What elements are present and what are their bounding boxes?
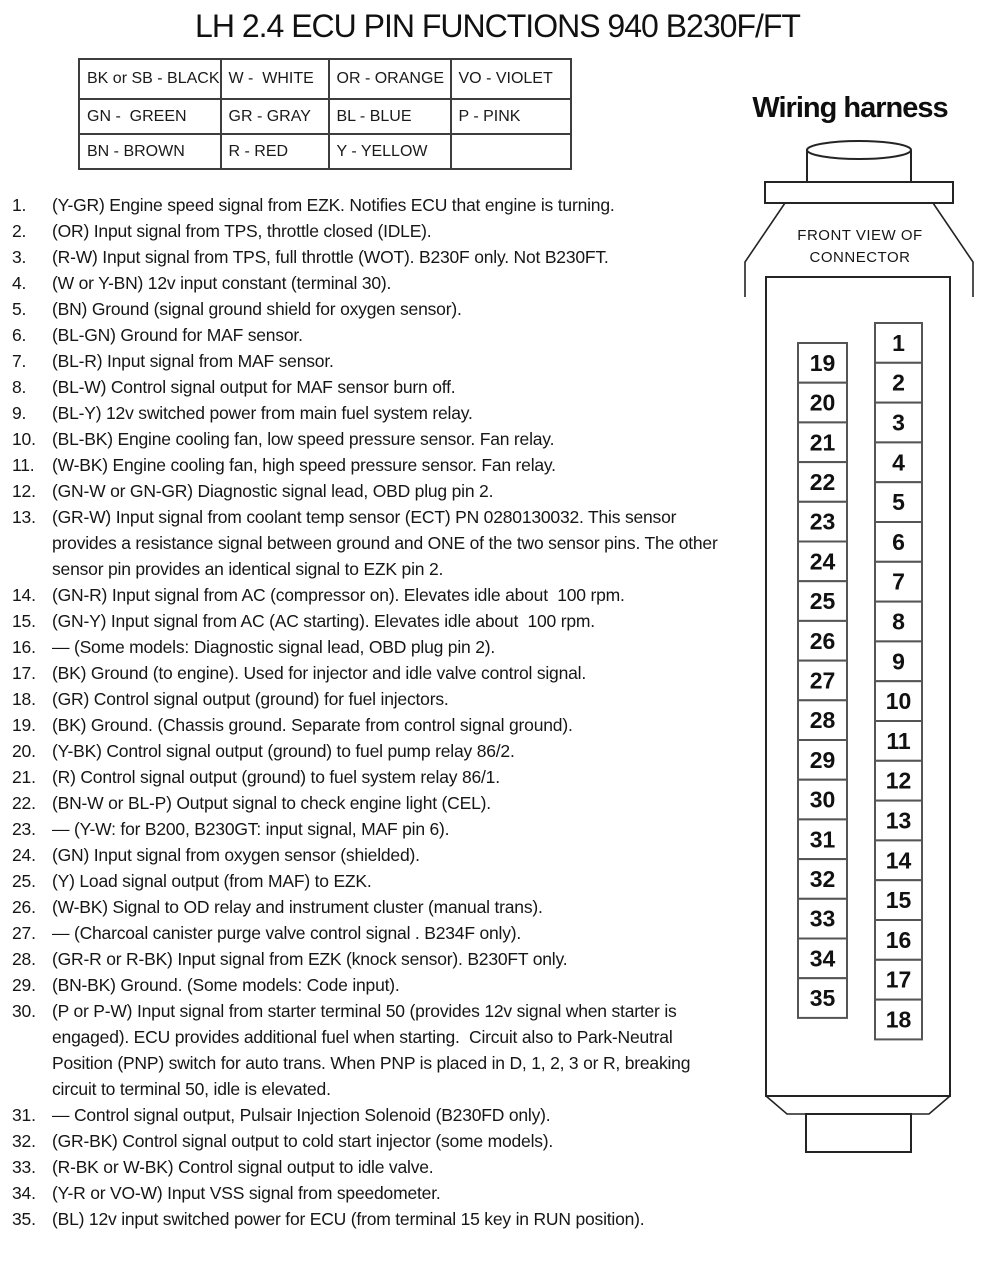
pin-number: 28.: [12, 949, 36, 969]
list-item: [12, 322, 720, 348]
connector-pin-label: 14: [885, 847, 912, 874]
color-code-cell: [451, 134, 571, 169]
list-item: [12, 712, 720, 738]
pin-number: 21.: [12, 767, 36, 787]
pin-number: 31.: [12, 1105, 36, 1125]
pin-number: 33.: [12, 1157, 36, 1177]
color-code-cell: GN - GREEN: [79, 99, 221, 134]
pin-number: 12.: [12, 481, 36, 501]
color-code-cell: BK or SB - BLACK: [79, 59, 221, 99]
connector-pin-label: 23: [809, 508, 836, 535]
list-item: [12, 400, 720, 426]
connector-pin-label: 21: [809, 429, 836, 456]
connector-pin-label: 9: [892, 648, 905, 675]
pin-description: (GN) Input signal from oxygen sensor (shielded).: [52, 845, 420, 865]
pin-number: 27.: [12, 923, 36, 943]
pin-number: 3.: [12, 247, 27, 267]
pin-description: (W or Y-BN) 12v input constant (terminal 30).: [52, 273, 392, 293]
pin-column-left: [798, 343, 847, 1018]
pin-description: (BN) Ground (signal ground shield for oxygen sensor).: [52, 299, 462, 319]
connector-pin-label: 13: [885, 807, 912, 834]
connector-pin-label: 17: [885, 966, 912, 993]
pin-description: (R-W) Input signal from TPS, full throttle (WOT). B230F only. Not B230FT.: [52, 247, 609, 267]
pin-description: (BN-BK) Ground. (Some models: Code input).: [52, 975, 400, 995]
list-item: [12, 998, 720, 1102]
pin-number: 7.: [12, 351, 27, 371]
pin-number: 13.: [12, 507, 36, 527]
pin-description: (Y-R or VO-W) Input VSS signal from speedometer.: [52, 1183, 441, 1203]
list-item: [12, 842, 720, 868]
pin-description: — (Charcoal canister purge valve control signal . B234F only).: [52, 923, 522, 943]
wiring-harness-title: Wiring harness: [752, 92, 948, 124]
list-item: [12, 244, 720, 270]
connector-pin-label: 24: [809, 548, 836, 575]
connector-pin-label: 25: [809, 588, 836, 615]
list-item: [12, 1102, 720, 1128]
connector-pin-label: 4: [892, 449, 905, 476]
pin-column-right: [875, 323, 922, 1039]
connector-bottom-tab: [806, 1114, 911, 1152]
pin-description: (Y) Load signal output (from MAF) to EZK.: [52, 871, 372, 891]
wire-color-code-table: [78, 58, 572, 170]
pin-number: 16.: [12, 637, 36, 657]
list-item: [12, 868, 720, 894]
connector-pin-label: 30: [809, 786, 836, 813]
pin-description: (Y-BK) Control signal output (ground) to fuel pump relay 86/2.: [52, 741, 515, 761]
color-code-cell: OR - ORANGE: [329, 59, 451, 99]
pin-description: (BL) 12v input switched power for ECU (from terminal 15 key in RUN position).: [52, 1209, 645, 1229]
pin-description: (GR-W) Input signal from coolant temp sensor (ECT) PN 0280130032. This sensor provides a resistance signal between ground and ONE of the two sensor pins. The other sensor pin provides an identical signal to EZK pin 2.: [52, 507, 723, 579]
list-item: [12, 270, 720, 296]
connector-pin-label: 28: [809, 707, 836, 734]
connector-pin-label: 7: [892, 568, 905, 595]
color-code-cell: VO - VIOLET: [451, 59, 571, 99]
pin-description: (GR-R or R-BK) Input signal from EZK (knock sensor). B230FT only.: [52, 949, 568, 969]
pin-description: — (Some models: Diagnostic signal lead, OBD plug pin 2).: [52, 637, 496, 657]
pin-description: (BL-BK) Engine cooling fan, low speed pressure sensor. Fan relay.: [52, 429, 555, 449]
list-item: [12, 608, 720, 634]
list-item: [12, 426, 720, 452]
pin-number: 22.: [12, 793, 36, 813]
pin-number: 10.: [12, 429, 36, 449]
list-item: [12, 946, 720, 972]
connector-pin-label: 31: [809, 826, 836, 853]
pin-number: 9.: [12, 403, 27, 423]
pin-number: 15.: [12, 611, 36, 631]
pin-description: (BN-W or BL-P) Output signal to check engine light (CEL).: [52, 793, 491, 813]
pin-number: 25.: [12, 871, 36, 891]
connector-pin-label: 18: [885, 1006, 912, 1033]
pin-number: 4.: [12, 273, 27, 293]
pin-number: 6.: [12, 325, 27, 345]
list-item: [12, 634, 720, 660]
connector-pin-label: 35: [809, 985, 836, 1012]
pin-function-list: [12, 192, 723, 1232]
pin-number: 19.: [12, 715, 36, 735]
connector-pin-label: 22: [809, 469, 836, 495]
list-item: [12, 1206, 720, 1232]
pin-description: (R) Control signal output (ground) to fuel system relay 86/1.: [52, 767, 500, 787]
connector-pin-label: 12: [885, 767, 912, 794]
connector-pin-label: 29: [809, 746, 836, 773]
list-item: [12, 478, 720, 504]
list-item: [12, 738, 720, 764]
connector-pin-label: 11: [886, 727, 911, 754]
pin-number: 30.: [12, 1001, 36, 1021]
pin-description: (W-BK) Engine cooling fan, high speed pressure sensor. Fan relay.: [52, 455, 556, 475]
connector-pin-label: 26: [809, 627, 836, 654]
connector-pin-label: 20: [809, 389, 836, 416]
list-item: [12, 972, 720, 998]
pin-description: (W-BK) Signal to OD relay and instrument cluster (manual trans).: [52, 897, 543, 917]
front-view-label-line1: FRONT VIEW OF: [797, 227, 923, 244]
pin-number: 5.: [12, 299, 27, 319]
list-item: [12, 452, 720, 478]
pin-number: 2.: [12, 221, 27, 241]
list-item: [12, 894, 720, 920]
pin-description: (P or P-W) Input signal from starter terminal 50 (provides 12v signal when starter is engaged). ECU provides additional fuel when starting. Circuit also to Park-Neutral Position (PNP) switch for auto trans. When PNP is placed in D, 1, 2, 3 or R, breaking circuit to terminal 50, idle is elevated.: [52, 1001, 695, 1099]
pin-description: (GN-W or GN-GR) Diagnostic signal lead, OBD plug pin 2.: [52, 481, 494, 501]
pin-description: (BL-GN) Ground for MAF sensor.: [52, 325, 303, 345]
pin-number: 24.: [12, 845, 36, 865]
pin-description: (BL-R) Input signal from MAF sensor.: [52, 351, 334, 371]
front-view-label-line2: CONNECTOR: [809, 249, 911, 266]
list-item: [12, 1128, 720, 1154]
list-item: [12, 192, 720, 218]
list-item: [12, 764, 720, 790]
pin-description: — Control signal output, Pulsair Injection Solenoid (B230FD only).: [52, 1105, 551, 1125]
pin-description: (GR) Control signal output (ground) for fuel injectors.: [52, 689, 449, 709]
pin-description: — (Y-W: for B200, B230GT: input signal, MAF pin 6).: [52, 819, 450, 839]
pin-number: 23.: [12, 819, 36, 839]
table-row: [79, 134, 571, 169]
list-item: [12, 296, 720, 322]
connector-pin-label: 32: [809, 866, 836, 892]
connector-pin-label: 3: [892, 409, 905, 436]
cable-top: [807, 141, 911, 159]
table-row: [79, 99, 571, 134]
color-code-cell: R - RED: [221, 134, 329, 169]
connector-pin-label: 2: [892, 369, 905, 396]
pin-description: (BL-Y) 12v switched power from main fuel system relay.: [52, 403, 473, 423]
pin-number: 34.: [12, 1183, 36, 1203]
pin-number: 1.: [12, 195, 27, 215]
pin-description: (OR) Input signal from TPS, throttle closed (IDLE).: [52, 221, 432, 241]
pin-number: 29.: [12, 975, 36, 995]
connector-pin-label: 34: [809, 945, 836, 972]
table-row: [79, 59, 571, 99]
list-item: [12, 920, 720, 946]
connector-pin-label: 1: [892, 329, 905, 356]
color-code-cell: GR - GRAY: [221, 99, 329, 134]
page-title: LH 2.4 ECU PIN FUNCTIONS 940 B230F/FT: [195, 8, 800, 44]
list-item: [12, 374, 720, 400]
list-item: [12, 218, 720, 244]
pin-description: (R-BK or W-BK) Control signal output to idle valve.: [52, 1157, 434, 1177]
color-code-cell: BN - BROWN: [79, 134, 221, 169]
pin-number: 8.: [12, 377, 27, 397]
pin-description: (BK) Ground (to engine). Used for injector and idle valve control signal.: [52, 663, 587, 683]
list-item: [12, 816, 720, 842]
list-item: [12, 790, 720, 816]
list-item: [12, 686, 720, 712]
color-code-cell: BL - BLUE: [329, 99, 451, 134]
pin-number: 35.: [12, 1209, 36, 1229]
connector-pin-label: 16: [885, 926, 912, 953]
list-item: [12, 504, 723, 582]
list-item: [12, 660, 720, 686]
list-item: [12, 1180, 720, 1206]
list-item: [12, 582, 720, 608]
pin-number: 11.: [12, 455, 35, 475]
pin-description: (GN-Y) Input signal from AC (AC starting). Elevates idle about 100 rpm.: [52, 611, 595, 631]
list-item: [12, 348, 720, 374]
connector-bottom-chamfer: [766, 1096, 950, 1114]
connector-pin-label: 15: [885, 887, 912, 914]
color-code-cell: P - PINK: [451, 99, 571, 134]
connector-pin-label: 8: [892, 608, 905, 635]
connector-pin-label: 6: [892, 528, 905, 555]
connector-pin-label: 5: [892, 489, 905, 516]
pin-number: 18.: [12, 689, 36, 709]
pin-description: (BL-W) Control signal output for MAF sensor burn off.: [52, 377, 456, 397]
color-code-cell: W - WHITE: [221, 59, 329, 99]
list-item: [12, 1154, 720, 1180]
pin-description: (Y-GR) Engine speed signal from EZK. Notifies ECU that engine is turning.: [52, 195, 615, 215]
connector-pin-label: 10: [885, 688, 912, 715]
pin-number: 32.: [12, 1131, 36, 1151]
pin-number: 20.: [12, 741, 36, 761]
color-code-cell: Y - YELLOW: [329, 134, 451, 169]
connector-flange: [765, 182, 953, 203]
pin-description: (GR-BK) Control signal output to cold start injector (some models).: [52, 1131, 554, 1151]
pin-description: (GN-R) Input signal from AC (compressor on). Elevates idle about 100 rpm.: [52, 585, 625, 605]
connector-pin-label: 27: [809, 667, 836, 694]
connector-pin-label: 33: [809, 905, 836, 932]
pin-number: 17.: [12, 663, 36, 683]
connector-diagram: [720, 0, 995, 1267]
pin-description: (BK) Ground. (Chassis ground. Separate from control signal ground).: [52, 715, 573, 735]
pin-number: 26.: [12, 897, 36, 917]
pin-number: 14.: [12, 585, 36, 605]
connector-pin-label: 19: [809, 349, 836, 376]
